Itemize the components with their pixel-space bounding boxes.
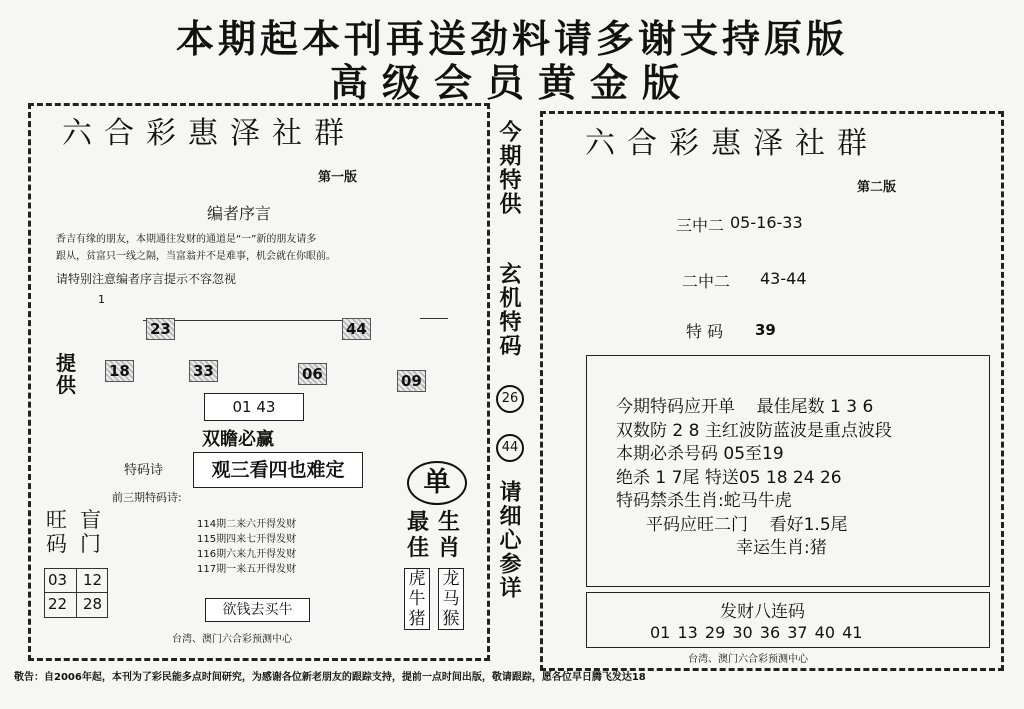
zodiac-right: 龙马猴 bbox=[438, 568, 464, 630]
right-center-label: 台湾、澳门六合彩预测中心 bbox=[688, 654, 808, 665]
preface-line-1: 香吉有缘的朋友，本期通往发财的通道是“一”新的朋友请多 bbox=[56, 234, 317, 245]
tema-value: 39 bbox=[755, 321, 776, 339]
num-box: 23 bbox=[146, 318, 175, 340]
info-line: 双数防 2 8 主红波防蓝波是重点波段 bbox=[616, 420, 892, 441]
num-row1-line bbox=[143, 320, 368, 321]
num-grid-hline bbox=[45, 592, 107, 593]
headline-2: 高级会员黄金版 bbox=[329, 60, 694, 105]
num-box: 18 bbox=[105, 360, 134, 382]
history-item: 115期四来七开得发财 bbox=[197, 534, 297, 545]
history-item: 117期一来五开得发财 bbox=[197, 564, 297, 575]
info-line: 今期特码应开单 最佳尾数 1 3 6 bbox=[616, 397, 874, 417]
right-edition: 第二版 bbox=[857, 180, 897, 195]
zodiac-left: 虎牛猪 bbox=[404, 568, 430, 630]
info-line: 特码禁杀生肖:蛇马牛虎 bbox=[616, 491, 792, 511]
history-item: 116期六来九开得发财 bbox=[197, 549, 297, 560]
mid-top-text: 今期特供 bbox=[496, 120, 521, 216]
shengxiao-label: 生肖 bbox=[438, 510, 461, 561]
preface-notice: 请特别注意编者序言提示不容忽视 bbox=[56, 272, 237, 286]
grid-cell: 22 bbox=[48, 595, 68, 613]
tema-label: 特 码 bbox=[686, 322, 724, 341]
marker: 1 bbox=[98, 293, 105, 306]
circle-number: 26 bbox=[496, 385, 524, 413]
zuijia-label: 最佳 bbox=[407, 510, 430, 561]
lianma-numbers: 01 13 29 30 36 37 40 41 bbox=[650, 623, 863, 642]
num-grid-vline bbox=[76, 569, 77, 617]
tigong-label: 提供 bbox=[56, 351, 76, 397]
left-center-label: 台湾、澳门六合彩预测中心 bbox=[172, 634, 292, 645]
headline-1: 本期起本刊再送劲料请多谢支持原版 bbox=[175, 16, 848, 61]
mid-bottom-text: 请细心参详 bbox=[496, 480, 521, 600]
preface-line-2: 跟从，贫富只一线之隔，当富翁并不是难事，机会就在你眼前。 bbox=[56, 251, 336, 262]
info-line: 本期必杀号码 05至19 bbox=[616, 444, 784, 464]
poem-box: 观三看四也难定 bbox=[193, 452, 363, 488]
info-lines bbox=[616, 396, 892, 561]
grid-cell: 03 bbox=[48, 571, 68, 589]
info-line: 平码应旺二门 看好1.5尾 bbox=[646, 514, 848, 535]
wangma-label: 旺码 bbox=[46, 508, 67, 556]
num-box: 44 bbox=[342, 318, 371, 340]
dan-oval: 单 bbox=[407, 461, 467, 505]
num-grid bbox=[44, 568, 108, 618]
info-line: 绝杀 1 7尾 特送05 18 24 26 bbox=[616, 467, 842, 488]
mangmen-label: 盲门 bbox=[80, 508, 101, 556]
num-row1-right-line bbox=[420, 318, 448, 319]
erzhonger-value: 43-44 bbox=[760, 269, 807, 288]
preface-title: 编者序言 bbox=[207, 204, 272, 223]
footer-notice: 敬告：自2006年起，本刊为了彩民能多点时间研究，为感谢各位新老朋友的跟踪支持，提前一点时间出版，敬请跟踪，愿各位早日腾飞发达18 bbox=[14, 672, 646, 683]
grid-cell: 28 bbox=[83, 595, 103, 613]
sanzhonger-label: 三中二 bbox=[676, 216, 725, 235]
erzhonger-label: 二中二 bbox=[682, 272, 731, 291]
right-title: 六合彩惠泽社群 bbox=[585, 126, 879, 161]
left-edition: 第一版 bbox=[318, 170, 358, 185]
sanzhonger-value: 05-16-33 bbox=[730, 213, 803, 232]
num-box: 33 bbox=[189, 360, 218, 382]
circle-number: 44 bbox=[496, 434, 524, 462]
poem-label: 特码诗 bbox=[124, 463, 164, 478]
num-box: 06 bbox=[298, 363, 327, 385]
history-item: 114期二来六开得发财 bbox=[197, 519, 297, 530]
box-numbers: 01 43 bbox=[204, 393, 304, 421]
info-line: 幸运生肖:猪 bbox=[736, 538, 827, 558]
grid-cell: 12 bbox=[83, 571, 103, 589]
buy-button: 欲钱去买牛 bbox=[205, 598, 310, 622]
prev-label: 前三期特码诗: bbox=[112, 491, 182, 504]
slogan: 双瞻必赢 bbox=[202, 429, 274, 450]
lianma-title: 发财八连码 bbox=[720, 602, 805, 622]
left-title: 六合彩惠泽社群 bbox=[62, 116, 356, 151]
mid-mid-text: 玄机特码 bbox=[496, 262, 521, 358]
history-list bbox=[197, 517, 296, 577]
num-box: 09 bbox=[397, 370, 426, 392]
